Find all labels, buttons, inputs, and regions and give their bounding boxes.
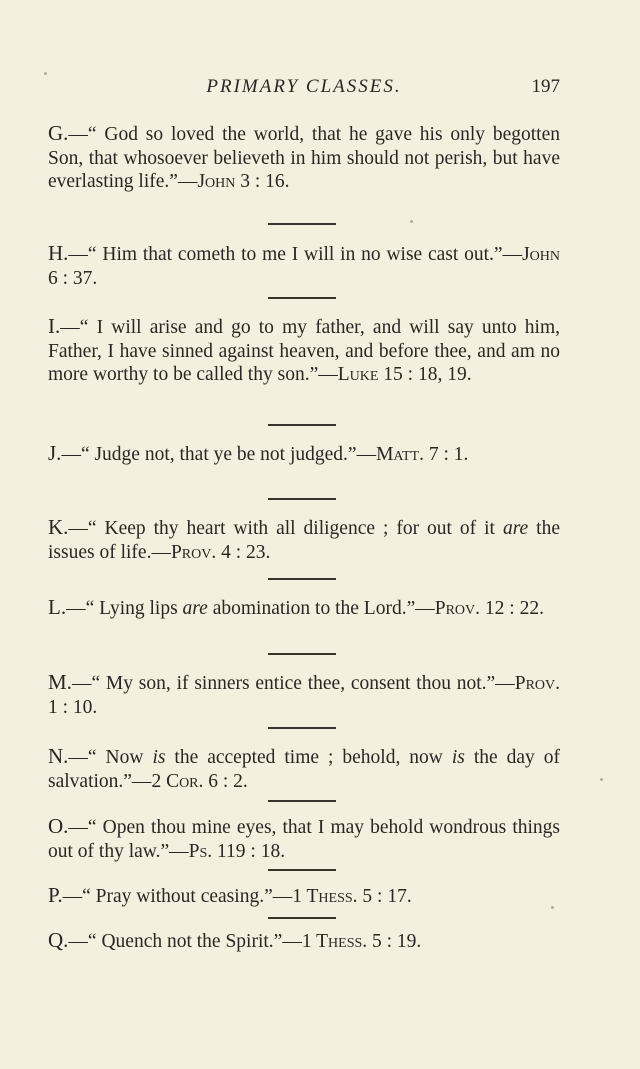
paper-speck [551,906,554,909]
entry-k [48,516,560,564]
scripture-reference: Ps. 119 : 18. [188,840,286,862]
divider-rule [268,424,336,426]
scripture-reference: John 6 : 37. [48,244,560,289]
entry-q [48,929,560,954]
scripture-reference: Prov. 12 : 22. [434,598,544,619]
entry-text: —“ Judge not, that ye be not judged.”— [61,444,377,465]
entry-text: —“ Quench not the Spirit.”— [68,931,302,952]
scripture-reference: Luke 15 : 18, 19. [337,364,472,385]
entry-j [48,442,560,467]
entry-text: the day of salvation.”— [48,747,560,792]
entry-l [48,596,560,621]
paper-speck [600,778,603,781]
entry-i [48,315,560,387]
entry-p [48,884,560,909]
divider-rule [268,578,336,580]
entry-text: the accepted time ; behold, now [165,747,452,768]
scripture-reference: 2 Cor. 6 : 2. [151,770,248,792]
page-header [48,74,560,102]
divider-rule [268,653,336,655]
entry-letter: N. [48,744,69,768]
entry-text: —“ My son, if sinners entice thee, consent thou not.”— [71,673,515,694]
entry-text: abomination to the Lord.”— [207,598,435,619]
entry-text: —“ Pray without ceasing.”— [62,886,293,907]
entry-emphasis: are [182,598,208,619]
entry-text: —“ Lying lips [66,598,183,619]
entry-letter: G. [48,121,69,145]
entry-m [48,671,560,719]
scripture-reference: Matt. 7 : 1. [376,444,469,465]
entry-h [48,242,560,290]
entry-emphasis: are [502,518,529,539]
divider-rule [268,223,336,225]
divider-rule [268,727,336,729]
divider-rule [268,917,336,919]
entry-letter: L. [48,595,67,619]
entry-text: —“ Open thou mine eyes, that I may behold wondrous things out of thy law.”— [48,817,560,862]
entry-letter: P. [48,883,63,907]
scripture-reference: John 3 : 16. [197,171,290,192]
entry-letter: O. [48,814,69,838]
entry-letter: K. [48,515,69,539]
entry-text: —“ God so loved the world, that he gave his only begotten Son, that whosoever believeth in him should not perish, but have everlasting life.”— [48,124,560,192]
entry-text: —“ Him that cometh to me I will in no wise cast out.”— [68,244,523,265]
entry-letter: Q. [48,928,69,952]
entry-text: —“ I will arise and go to my father, and will say unto him, Father, I have sinned against heaven, and before thee, and am no more worthy to be called thy son.”— [48,317,560,385]
paper-speck [44,72,47,75]
divider-rule [268,297,336,299]
divider-rule [268,800,336,802]
entry-letter: M. [48,670,72,694]
entry-text: the issues of life.— [48,518,561,563]
entry-letter: J. [48,441,62,465]
scripture-reference: 1 Thess. 5 : 17. [292,886,412,907]
paper-speck [410,220,413,223]
scripture-reference: Prov. 1 : 10. [48,673,560,718]
entry-letter: H. [48,241,69,265]
entry-letter: I. [48,314,61,338]
entry-emphasis: is [152,747,166,768]
entry-emphasis: is [451,747,465,768]
entry-n [48,745,560,793]
entry-o [48,815,560,863]
entry-text: —“ Now [68,747,153,768]
entry-g [48,122,560,194]
divider-rule [268,498,336,500]
scripture-reference: 1 Thess. 5 : 19. [301,931,422,952]
scripture-reference: Prov. 4 : 23. [170,541,271,563]
entry-text: —“ Keep thy heart with all diligence ; for out of it [68,518,503,539]
divider-rule [268,869,336,871]
page-number: 197 [531,76,560,97]
running-title: PRIMARY CLASSES. [206,76,402,97]
